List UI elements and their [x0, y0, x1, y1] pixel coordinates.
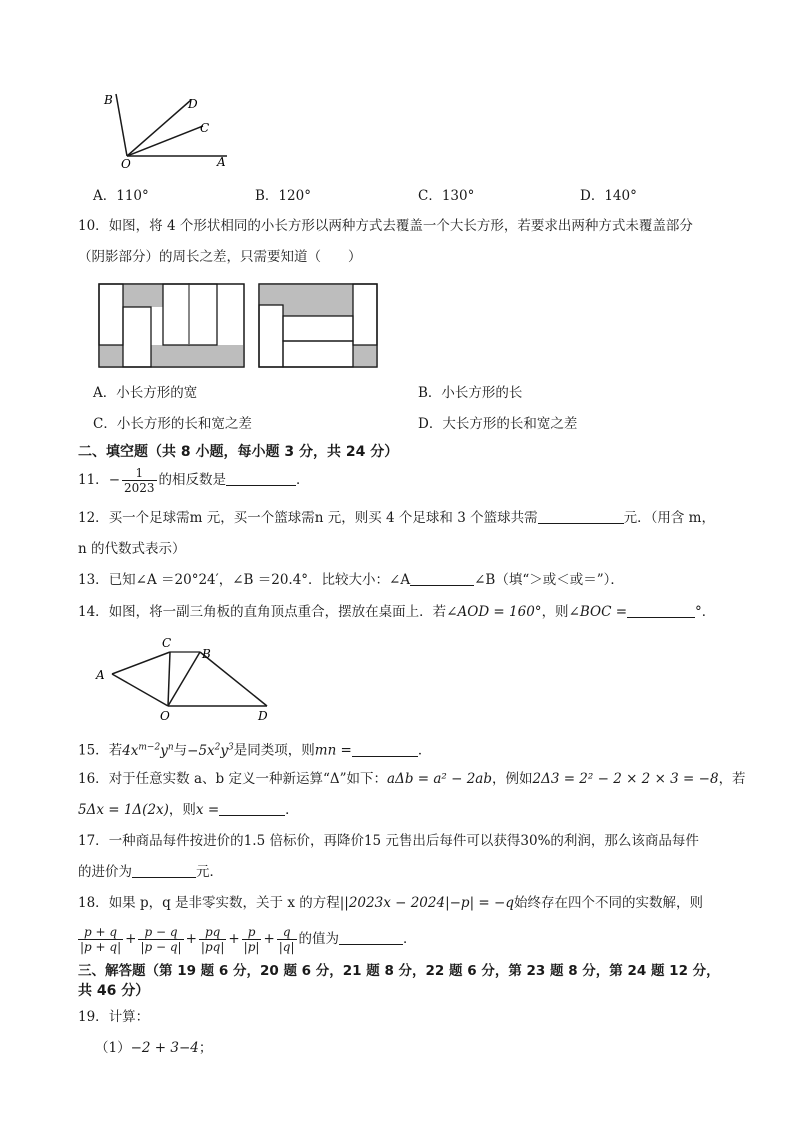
label-d: D	[188, 97, 198, 111]
label-b2: B	[202, 647, 211, 661]
q10-option-b: B．小长方形的长	[418, 385, 523, 401]
q15: 15．若$4x^{m-2}y^n$与$-5x^2y^3$是同类项，则mn = ．	[78, 742, 432, 759]
label-a2: A	[96, 668, 105, 682]
q12-line2: n 的代数式表示）	[78, 541, 186, 557]
ray-od	[127, 100, 191, 156]
q18-fraction-1: $\frac{p + q}{|p + q|}$	[80, 925, 122, 954]
label-d2: D	[258, 709, 268, 723]
q10-stem-line1: 10．如图，将 4 个形状相同的小长方形以两种方式去覆盖一个大长方形，若要求出两种方式未覆盖部分	[78, 218, 693, 234]
q18-fraction-3: $\frac{pq}{|pq|}$	[200, 925, 225, 954]
q10-stem-line2: （阴影部分）的周长之差，只需要知道（ ）	[78, 249, 362, 265]
q9-option-a: A．110°	[93, 188, 149, 204]
q14-answer-blank[interactable]	[627, 603, 695, 618]
q18-line1: 18．如果 p，q 是非零实数，关于 x 的方程||2023x − 2024|−p| = −q始终存在四个不同的实数解，则	[78, 895, 703, 911]
section-2-title: 二、填空题（共 8 小题，每小题 3 分，共 24 分）	[78, 444, 399, 460]
label-b: B	[104, 93, 113, 107]
q13-answer-blank[interactable]	[410, 571, 474, 586]
q17-answer-blank[interactable]	[132, 863, 196, 878]
q17-line1: 17．一种商品每件按进价的1.5 倍标价，再降价15 元售出后每件可以获得30%的利润，那么该商品每件	[78, 833, 699, 849]
q17-line2: 的进价为 元．	[78, 864, 223, 880]
q12-answer-blank[interactable]	[538, 509, 624, 524]
q16-line1: 16．对于任意实数 a、b 定义一种新运算“Δ”如下：aΔb = a² − 2ab，例如2Δ3 = 2² − 2 × 2 × 3 = −8，若	[78, 771, 746, 787]
right-cover-figure	[259, 284, 377, 367]
left-cover-figure	[99, 284, 244, 367]
triangle-figure	[92, 632, 282, 724]
label-c2: C	[162, 636, 172, 650]
rectangles-figure	[98, 283, 383, 369]
q18-fraction-5: $\frac{q}{|q|}$	[278, 925, 295, 954]
q10-option-d: D．大长方形的长和宽之差	[418, 416, 578, 432]
q9-option-d: D．140°	[580, 188, 637, 204]
q15-answer-blank[interactable]	[352, 742, 418, 757]
ray-oc	[127, 126, 203, 156]
q16-line2: 5Δx = 1Δ(2x)，则x = ．	[78, 802, 299, 818]
section-3-title-line2: 共 46 分）	[78, 983, 150, 999]
q11-fraction: $\frac{1}{2023}$	[124, 466, 155, 495]
q16-answer-blank[interactable]	[219, 801, 285, 816]
q11: 11．− $\frac{1}{2023}$ 的相反数是 ．	[78, 466, 310, 495]
q9-option-b: B．120°	[255, 188, 311, 204]
q19-part1: （1）−2 + 3−4；	[95, 1040, 213, 1056]
q18-fraction-4: $\frac{p}{|p|}$	[243, 925, 260, 954]
q10-option-c: C．小长方形的长和宽之差	[93, 416, 252, 432]
ray-ob	[116, 94, 127, 156]
q13: 13．已知∠A ＝20°24′，∠B ＝20.4°．比较大小：∠A ∠B（填“＞或＜或＝”）．	[78, 572, 624, 588]
q18-fraction-2: $\frac{p - q}{|p - q|}$	[140, 925, 182, 954]
label-o: O	[121, 157, 131, 171]
q9-option-c: C．130°	[418, 188, 475, 204]
q12-line1: 12．买一个足球需m 元，买一个篮球需n 元，则买 4 个足球和 3 个篮球共需 元．（用含 m，	[78, 510, 715, 526]
q18-answer-blank[interactable]	[339, 930, 403, 945]
q18-line2: $\frac{p + q}{|p + q|}$ + $\frac{p - q}{|p - q|}$ + $\frac{pq}{|pq|}$ + $\frac{p}{|p|}$ + $\frac{q}{|q|}$ 的值为 ．	[80, 925, 417, 954]
label-a: A	[217, 155, 226, 169]
angle-figure	[95, 88, 245, 173]
q14: 14．如图，将一副三角板的直角顶点重合，摆放在桌面上．若∠AOD = 160°，则∠BOC = °．	[78, 604, 716, 620]
q10-option-a: A．小长方形的宽	[93, 385, 198, 401]
label-c: C	[200, 121, 210, 135]
section-3-title-line1: 三、解答题（第 19 题 6 分，20 题 6 分，21 题 8 分，22 题 6 分，第 23 题 8 分，第 24 题 12 分，	[78, 963, 720, 979]
q11-answer-blank[interactable]	[226, 471, 296, 486]
q19: 19．计算：	[78, 1009, 150, 1025]
label-o2: O	[160, 709, 170, 723]
